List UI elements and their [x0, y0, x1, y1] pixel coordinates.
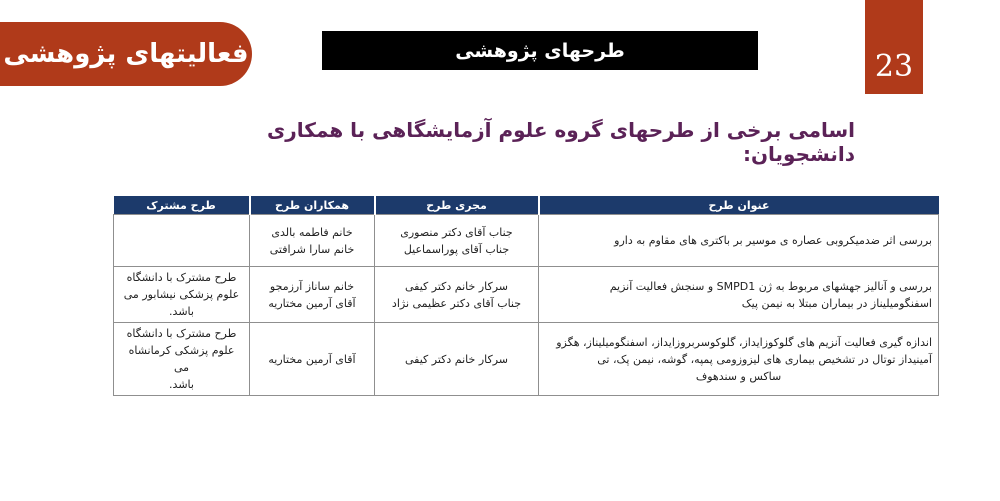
cell-line: بررسی اثر ضدمیکروبی عصاره ی موسیر بر باکتری های مقاوم به دارو	[614, 234, 932, 247]
project-executor-cell	[375, 215, 539, 267]
subtitle: اسامی برخی از طرحهای گروه علوم آزمایشگاهی با همکاری دانشجویان:	[266, 118, 855, 166]
project-collaborators-cell	[250, 215, 375, 267]
project-collaborators-cell	[250, 323, 375, 396]
table-row	[114, 267, 939, 323]
cell-line: طرح مشترک با دانشگاه	[126, 271, 237, 284]
cell-line: اسفنگومیلیناز در بیماران مبتلا به نیمن پیک	[741, 296, 932, 310]
cell-line: آقای آرمین مختاریه	[268, 352, 356, 366]
project-joint-cell	[114, 215, 250, 267]
column-header-collaborators: همکاران طرح	[250, 196, 375, 215]
cell-line: جناب آقای پوراسماعیل	[403, 242, 510, 256]
cell-line: سرکار خانم دکتر کیفی	[404, 279, 509, 293]
project-title-cell	[539, 215, 939, 267]
slide-title-bar	[322, 31, 758, 70]
project-title-cell	[539, 323, 939, 396]
cell-line: خانم فاطمه بالدی	[271, 225, 353, 239]
cell-line: علوم پزشکی کرمانشاه می	[128, 344, 235, 374]
cell-line: جناب آقای دکتر عظیمی نژاد	[391, 296, 522, 310]
cell-line: باشد.	[169, 378, 194, 391]
project-collaborators-cell	[250, 267, 375, 323]
cell-line: جناب آقای دکتر منصوری	[400, 225, 513, 239]
cell-line: سرکار خانم دکتر کیفی	[404, 352, 509, 366]
section-label-banner	[0, 22, 252, 86]
page-number-box	[865, 0, 923, 94]
cell-line: علوم پزشکی نیشابور می	[123, 288, 240, 301]
column-header-joint: طرح مشترک	[114, 196, 250, 215]
cell-line: خانم سارا شرافتی	[269, 242, 355, 256]
slide-title: طرحهای پژوهشی	[455, 39, 625, 62]
column-header-title: عنوان طرح	[539, 196, 939, 215]
cell-line: ساکس و سندهوف	[695, 369, 782, 383]
cell-line: آقای آرمین مختاریه	[268, 296, 356, 310]
project-joint-cell	[114, 323, 250, 396]
cell-line: طرح مشترک با دانشگاه	[126, 327, 237, 340]
table-row	[114, 215, 939, 267]
cell-line: آمینیداز توتال در تشخیص بیماری های لیزوزومی پمپه، گوشه، نیمن پک، تی	[597, 352, 932, 366]
page-number: 23	[874, 49, 914, 84]
cell-line: باشد.	[169, 305, 194, 318]
column-header-executor: مجری طرح	[375, 196, 539, 215]
project-title-cell	[539, 267, 939, 323]
project-executor-cell	[375, 267, 539, 323]
cell-line: بررسی و آنالیز جهشهای مربوط به ژن SMPD1 و سنجش فعالیت آنزیم	[609, 279, 932, 293]
project-joint-cell	[114, 267, 250, 323]
projects-table	[113, 196, 939, 396]
cell-line: خانم ساناز آرزمجو	[269, 279, 355, 293]
project-executor-cell	[375, 323, 539, 396]
table-row	[114, 323, 939, 396]
section-label: فعالیتهای پژوهشی	[3, 39, 249, 69]
table-header-row	[114, 196, 939, 215]
cell-line: اندازه گیری فعالیت آنزیم های گلوکوزایداز، گلوکوسربروزایداز، اسفنگومیلیناز، هگزو	[556, 335, 932, 349]
